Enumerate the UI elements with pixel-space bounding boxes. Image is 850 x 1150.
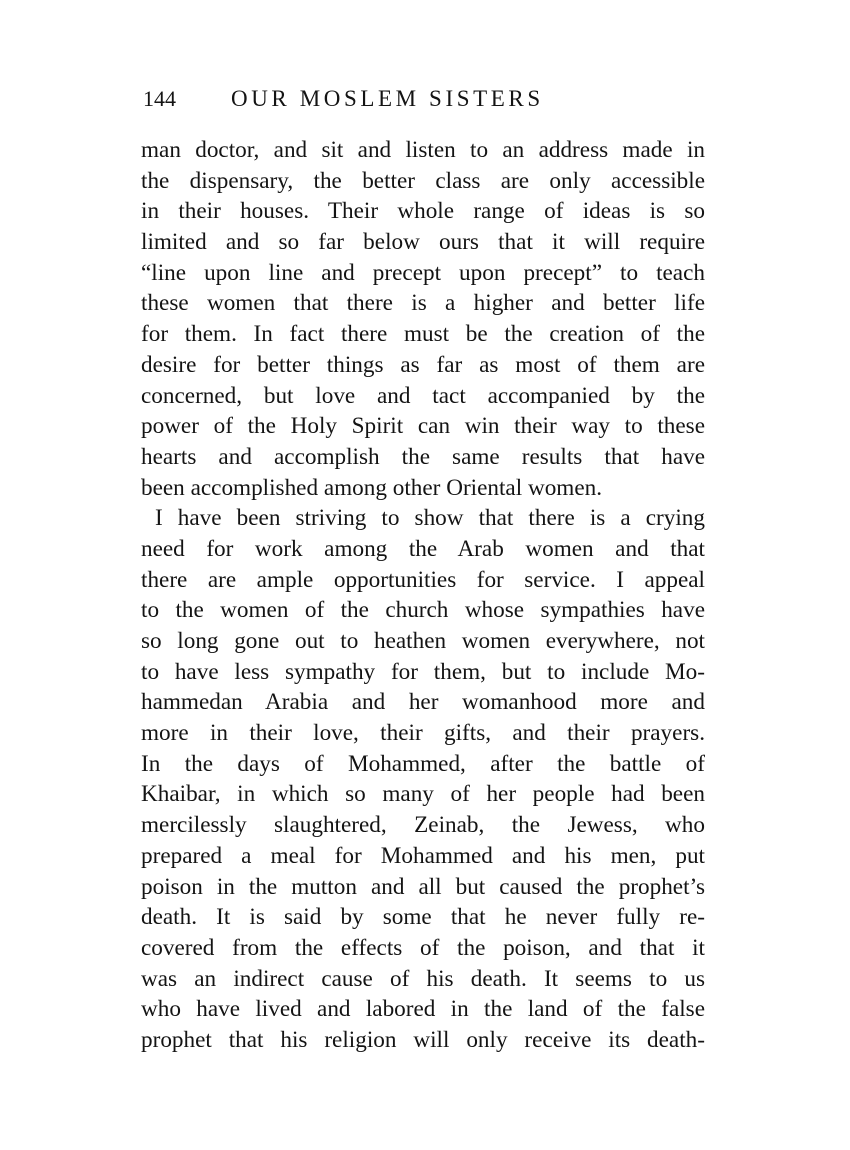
page-header (143, 84, 713, 114)
running-title: OUR MOSLEM SISTERS (231, 86, 544, 111)
text-line: to the women of the church whose sympathies have (141, 597, 705, 624)
paragraph (141, 503, 705, 1055)
text-line: need for work among the Arab women and that (141, 535, 705, 562)
text-line: death. It is said by some that he never fully re- (141, 904, 705, 931)
text-line: I have been striving to show that there is a crying (155, 505, 705, 532)
text-line: poison in the mutton and all but caused the prophet’s (141, 873, 705, 900)
text-line: hearts and accomplish the same results that have (141, 443, 705, 470)
text-line: to have less sympathy for them, but to include Mo- (141, 658, 705, 685)
paragraph (141, 135, 705, 503)
text-line: hammedan Arabia and her womanhood more and (141, 689, 705, 716)
body-text (141, 135, 705, 1056)
text-line: who have lived and labored in the land of the false (141, 996, 705, 1023)
text-line: there are ample opportunities for service. I appeal (141, 566, 705, 593)
text-line: “line upon line and precept upon precept” to teach (141, 259, 705, 286)
text-line: man doctor, and sit and listen to an address made in (141, 137, 705, 163)
text-line: was an indirect cause of his death. It seems to us (141, 965, 705, 992)
text-line: covered from the effects of the poison, and that it (141, 934, 705, 961)
text-line: power of the Holy Spirit can win their way to these (141, 413, 705, 440)
page-number: 144 (143, 86, 176, 111)
text-line: limited and so far below ours that it will require (141, 229, 705, 256)
text-line: these women that there is a higher and better life (141, 290, 705, 317)
text-line: In the days of Mohammed, after the battle of (141, 750, 705, 777)
text-line: been accomplished among other Oriental women. (141, 474, 603, 501)
text-line: prophet that his religion will only receive its death- (141, 1026, 705, 1053)
text-line: the dispensary, the better class are only accessible (141, 167, 705, 194)
text-line: for them. In fact there must be the creation of the (141, 321, 705, 348)
text-line: desire for better things as far as most of them are (141, 351, 705, 378)
text-line: concerned, but love and tact accompanied by the (141, 382, 705, 409)
text-line: so long gone out to heathen women everywhere, not (141, 628, 705, 654)
text-line: prepared a meal for Mohammed and his men, put (141, 842, 705, 869)
text-line: mercilessly slaughtered, Zeinab, the Jewess, who (141, 812, 705, 839)
text-line: more in their love, their gifts, and their prayers. (141, 720, 705, 747)
text-line: Khaibar, in which so many of her people had been (141, 781, 705, 808)
text-line: in their houses. Their whole range of ideas is so (141, 198, 705, 225)
